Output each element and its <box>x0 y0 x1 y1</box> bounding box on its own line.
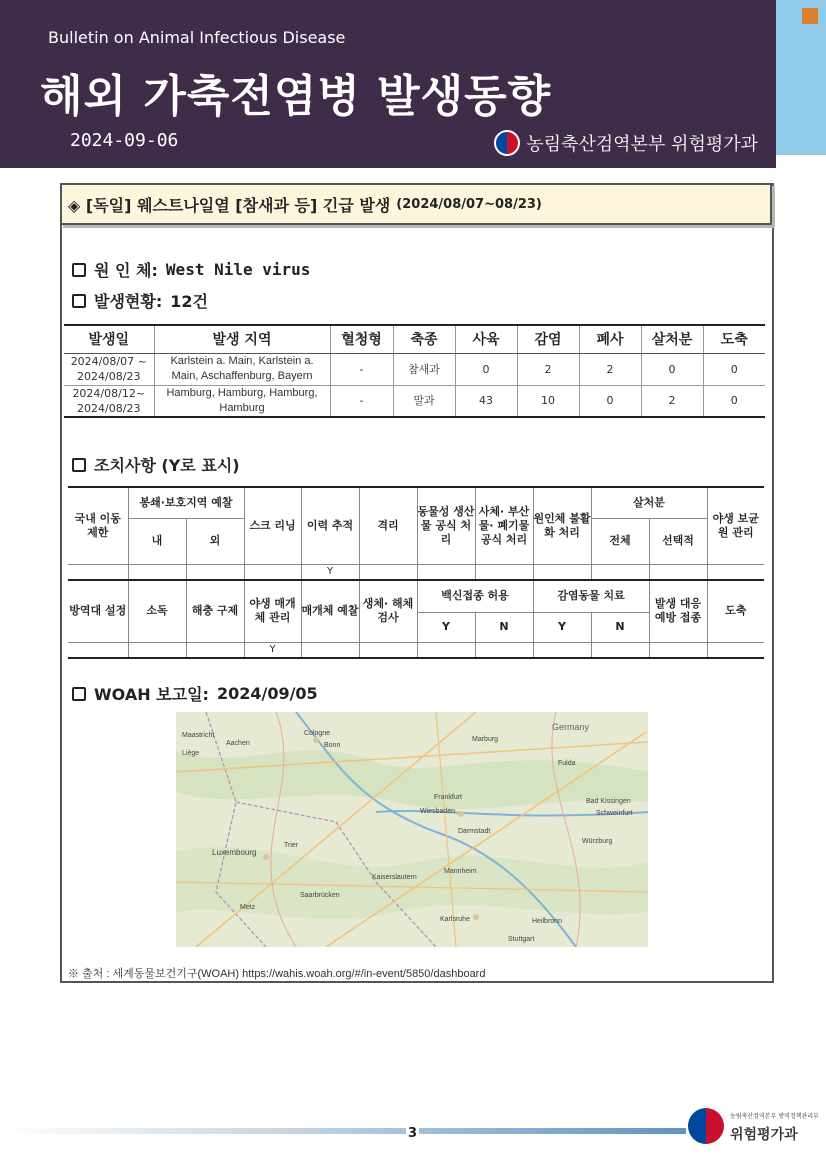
taeguk-logo-icon <box>494 130 520 156</box>
measure-value <box>417 564 475 580</box>
section-period: (2024/08/07~08/23) <box>396 196 542 212</box>
outbreak-value: 12건 <box>170 292 208 311</box>
checkbox-icon <box>72 458 86 472</box>
measure-header: 스크 리닝 <box>244 487 301 564</box>
table-row <box>64 385 765 417</box>
footer-org: 위험평가과 <box>730 1127 798 1143</box>
woah-date: 2024/09/05 <box>216 684 318 703</box>
measure-value <box>533 642 591 658</box>
woah-heading <box>72 682 318 705</box>
measure-value <box>128 564 186 580</box>
measure-header: 사체· 부산물· 폐기물 공식 처리 <box>475 487 533 564</box>
measure-value <box>649 642 707 658</box>
cause-heading <box>72 258 310 281</box>
map-label: Frankfurt <box>434 794 463 801</box>
measure-value <box>707 564 764 580</box>
region-line: Hamburg <box>219 401 265 414</box>
outbreak-map[interactable] <box>176 712 648 947</box>
table-header-row <box>64 325 765 353</box>
dead-cell: 0 <box>579 385 641 417</box>
header-side-accent <box>776 0 826 155</box>
map-label: Liège <box>182 750 200 757</box>
region-line: Karlstein a. Main, Karlstein a. <box>170 355 314 367</box>
checkbox-icon <box>72 687 86 701</box>
measure-value: Y <box>244 642 301 658</box>
measure-value <box>475 564 533 580</box>
measure-header: 동물성 생산물 공식 처리 <box>417 487 475 564</box>
date-cell <box>64 353 154 385</box>
region-cell <box>154 385 330 417</box>
raised-cell: 0 <box>455 353 517 385</box>
map-label: Metz <box>240 904 256 911</box>
woah-label: WOAH 보고일: <box>94 685 209 704</box>
measure-header: 도축 <box>707 580 764 642</box>
measure-header: 방역대 설정 <box>68 580 128 642</box>
measure-subheader: N <box>591 612 649 642</box>
header-banner <box>0 0 776 168</box>
measure-subheader: 선택적 <box>649 518 707 564</box>
map-background <box>176 712 648 947</box>
measure-value <box>707 642 764 658</box>
measure-header: 야생 보균원 관리 <box>707 487 764 564</box>
measure-header: 봉쇄·보호지역 예찰 <box>128 487 244 518</box>
date-end: 2024/08/23 <box>77 370 141 383</box>
region-line: Main, Aschaffenburg, Bayern <box>171 370 313 382</box>
measure-header: 해충 구제 <box>186 580 244 642</box>
page-number: 3 <box>408 1126 418 1141</box>
map-label: Würzburg <box>582 838 613 845</box>
culled-cell: 2 <box>641 385 703 417</box>
measure-value: Y <box>301 564 359 580</box>
map-label: Bonn <box>324 742 341 749</box>
map-label: Wiesbaden <box>420 808 456 815</box>
column-header: 사육 <box>455 325 517 353</box>
measure-subheader: Y <box>533 612 591 642</box>
measures-table <box>68 486 764 659</box>
map-label: Mannheim <box>444 868 477 875</box>
measure-header: 이력 추적 <box>301 487 359 564</box>
measures-value-row <box>68 642 764 658</box>
bulletin-subtitle: Bulletin on Animal Infectious Disease <box>48 28 346 47</box>
map-label: Bad Kissingen <box>586 798 631 805</box>
accent-square <box>802 8 818 24</box>
measures-heading <box>72 453 240 476</box>
measure-value <box>417 642 475 658</box>
date-start: 2024/08/07 ~ <box>70 355 147 368</box>
column-header: 발생 지역 <box>154 325 330 353</box>
region-cell <box>154 353 330 385</box>
map-label: Aachen <box>226 740 250 747</box>
column-header: 살처분 <box>641 325 703 353</box>
measure-value <box>591 642 649 658</box>
map-label: Saarbrücken <box>300 892 340 899</box>
measure-subheader: 전체 <box>591 518 649 564</box>
checkbox-icon <box>72 263 86 277</box>
map-label: Darmstadt <box>458 828 491 835</box>
measure-subheader: N <box>475 612 533 642</box>
column-header: 폐사 <box>579 325 641 353</box>
map-label: Trier <box>284 842 299 849</box>
measure-value <box>533 564 591 580</box>
date-end: 2024/08/23 <box>77 401 141 415</box>
measure-value <box>359 564 417 580</box>
measure-header: 감염동물 치료 <box>533 580 649 612</box>
measure-header: 격리 <box>359 487 417 564</box>
map-label: Marburg <box>472 736 499 743</box>
measure-value <box>186 564 244 580</box>
column-header: 축종 <box>393 325 455 353</box>
report-date: 2024-09-06 <box>70 130 179 151</box>
map-label: Cologne <box>304 730 331 737</box>
measure-header: 백신접종 허용 <box>417 580 533 612</box>
measure-header: 원인체 불활화 처리 <box>533 487 591 564</box>
measure-header: 생체· 해체 검사 <box>359 580 417 642</box>
map-label: Maastricht <box>182 732 215 739</box>
measure-header: 살처분 <box>591 487 707 518</box>
measures-label: 조치사항 (Y로 표시) <box>94 456 240 475</box>
organization <box>494 130 758 156</box>
measure-value <box>591 564 649 580</box>
table-row <box>64 353 765 385</box>
section-title: ◈ [독일] 웨스트나일열 [참새과 등] 긴급 발생 <box>68 195 391 215</box>
species-cell: 말과 <box>393 385 455 417</box>
raised-cell: 43 <box>455 385 517 417</box>
source-note: ※ 출처 : 세계동물보건기구(WOAH) https://wahis.woah.org/#/in-event/5850/dashboard <box>68 968 486 980</box>
organization-name: 농림축산검역본부 위험평가과 <box>526 134 758 155</box>
footer-line <box>0 1128 686 1134</box>
map-label: Fulda <box>558 760 576 767</box>
measure-value <box>128 642 186 658</box>
map-label: Stuttgart <box>508 936 535 943</box>
column-header: 혈청형 <box>330 325 393 353</box>
species-cell: 참새과 <box>393 353 455 385</box>
map-label: Schweinfurt <box>596 810 633 817</box>
map-label: Heilbronn <box>532 918 562 925</box>
measure-header: 국내 이동 제한 <box>68 487 128 564</box>
measures-value-row <box>68 564 764 580</box>
cause-value: West Nile virus <box>165 260 311 279</box>
measure-value <box>475 642 533 658</box>
slaughtered-cell: 0 <box>703 353 765 385</box>
map-label: Kaiserslautern <box>372 874 417 881</box>
measure-value <box>301 642 359 658</box>
measure-subheader: 외 <box>186 518 244 564</box>
measure-value <box>68 564 128 580</box>
map-label: Karlsruhe <box>440 916 470 923</box>
measure-subheader: Y <box>417 612 475 642</box>
measure-header: 야생 매개체 관리 <box>244 580 301 642</box>
measures-header-row <box>68 580 764 612</box>
column-header: 도축 <box>703 325 765 353</box>
map-label: Luxembourg <box>212 848 257 857</box>
date-start: 2024/08/12~ <box>72 386 146 400</box>
measure-header: 발생 대응 예방 접종 <box>649 580 707 642</box>
cause-label: 원 인 체: <box>94 261 158 280</box>
region-line: Hamburg, Hamburg, Hamburg, <box>166 386 318 399</box>
infected-cell: 2 <box>517 353 579 385</box>
dead-cell: 2 <box>579 353 641 385</box>
measures-header-row <box>68 487 764 518</box>
infected-cell: 10 <box>517 385 579 417</box>
serotype-cell: - <box>330 353 393 385</box>
measure-value <box>244 564 301 580</box>
measure-value <box>186 642 244 658</box>
measure-value <box>68 642 128 658</box>
outbreak-label: 발생현황: <box>94 292 163 311</box>
map-label: Germany <box>552 722 590 732</box>
date-cell <box>64 385 154 417</box>
taeguk-logo-icon <box>688 1108 724 1144</box>
measure-value <box>649 564 707 580</box>
measure-header: 매개체 예찰 <box>301 580 359 642</box>
measure-header: 소독 <box>128 580 186 642</box>
slaughtered-cell: 0 <box>703 385 765 417</box>
outbreak-table <box>64 324 765 418</box>
serotype-cell: - <box>330 385 393 417</box>
culled-cell: 0 <box>641 353 703 385</box>
footer-org-small: 농림축산검역본부 방역정책관리부 <box>730 1113 819 1120</box>
measure-value <box>359 642 417 658</box>
column-header: 발생일 <box>64 325 154 353</box>
page-title: 해외 가축전염병 발생동향 <box>40 71 552 122</box>
section-title-bar <box>60 183 772 225</box>
column-header: 감염 <box>517 325 579 353</box>
checkbox-icon <box>72 294 86 308</box>
measure-subheader: 내 <box>128 518 186 564</box>
outbreak-heading <box>72 289 208 312</box>
